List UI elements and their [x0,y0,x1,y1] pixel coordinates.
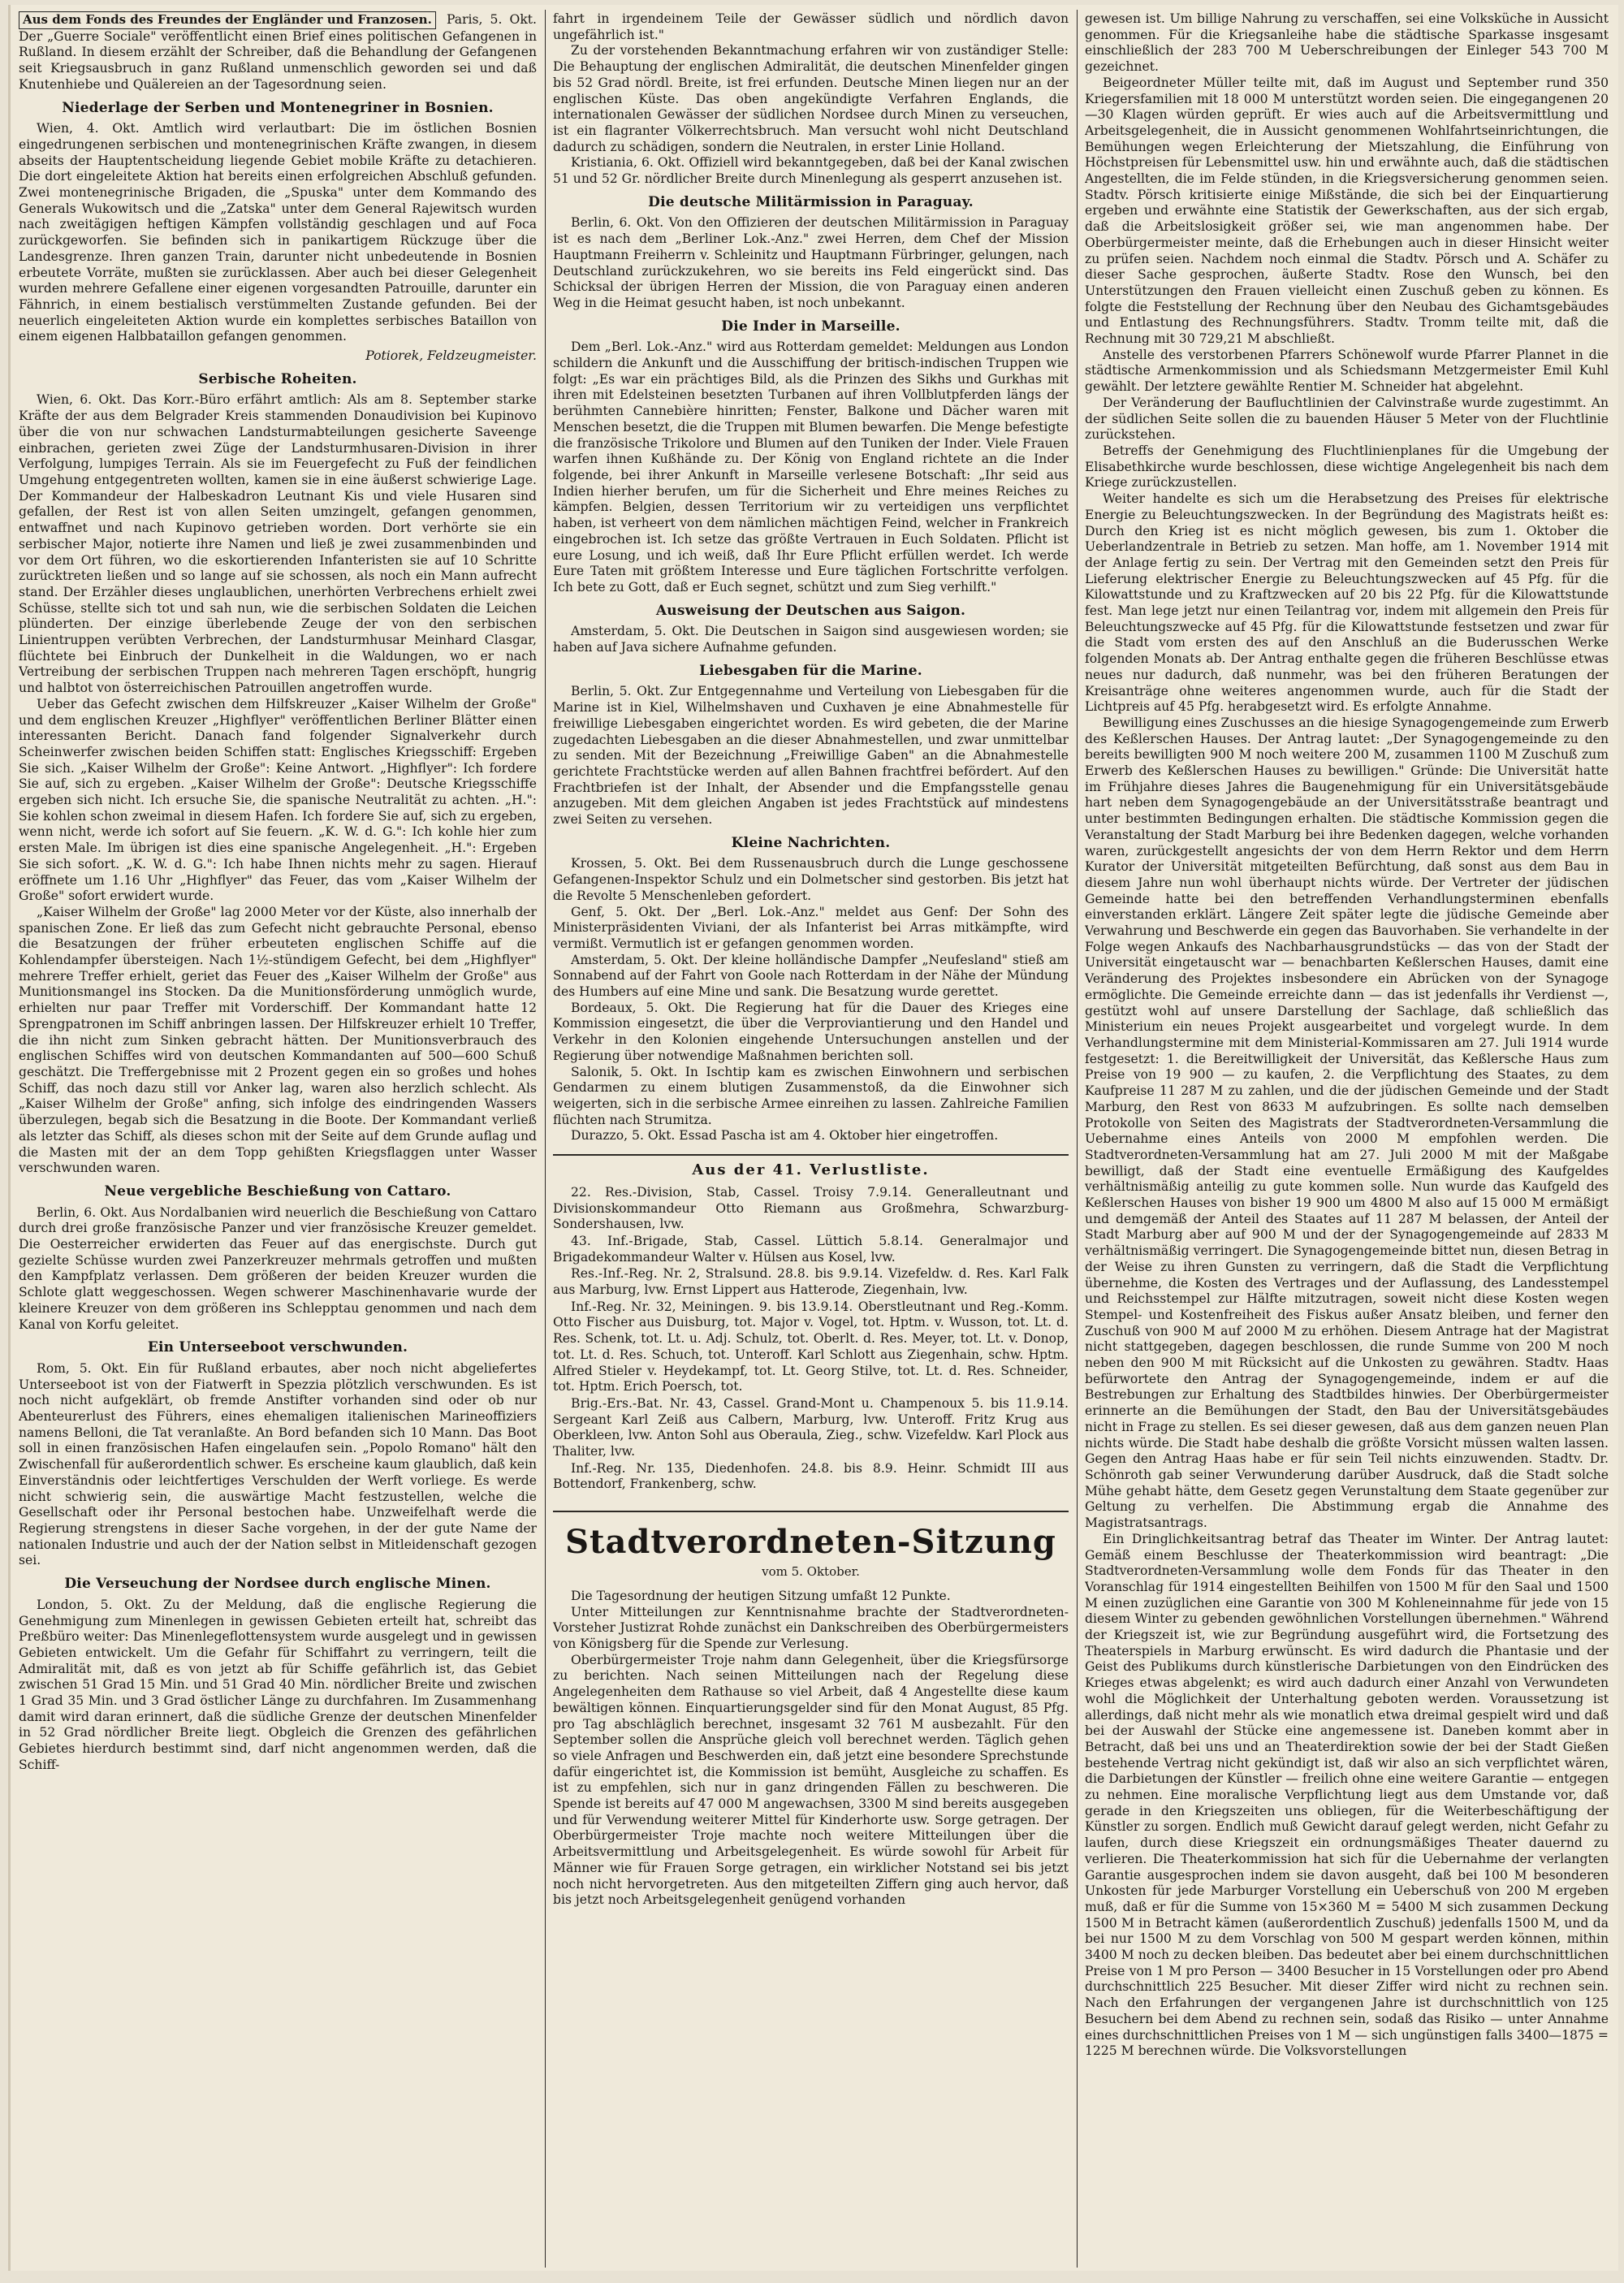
article-armenkommission: Anstelle des verstorbenen Pfarrers Schönewolf wurde Pfarrer Plannet in die städtische Armenkommission und als Schiedsmann Metzgermeister Emil Kuhl gewählt. Der letztere gewählte Rentier M. Schneider hat abgelehnt. [1085,347,1609,395]
headline-saigon: Ausweisung der Deutschen aus Saigon. [655,602,966,619]
article-wien-2: Wien, 6. Okt. Das Korr.-Büro erfährt amtlich: Als am 8. September starke Kräfte der aus dem Belgrader Kreis stammenden Donaudivision bei Kupinovo über die von nur schwachen Landsturmabteilungen gesicherte Saveenge einbrachen, gerieten zwei Züge der Landsturmhusaren-Division in ihrer Verfolgung, lumpiges Terrain. Als sie im Feuergefecht zu Fuß der feindlichen Umgehung entgegentreten wollten, kamen sie in eine äußerst schwierige Lage. Der Kommandeur der Halbeskadron Leutnant Kis und viele Husaren sind gefallen, der Rest ist von allen Seiten umzingelt, gefangen genommen, entwaffnet und nach Kupinovo getrieben worden. Dort verhörte sie ein serbischer Major, notierte ihre Namen und ließ je zwei zusammenbinden und vor dem Ort führen, wo die eskortierenden Infanteristen sie auf 10 Schritte zurücktreten ließen und so lange auf sie schossen, als noch ein Mann aufrecht stand. Der Erzähler dieses unglaublichen, unerhörten Verbrechens erhielt zwei Schüsse, stellte sich tot und sah nun, wie die serbischen Soldaten die Leichen plünderten. Der einzige überlebende Zeuge der von den serbischen Linientruppen verübten Verbrechen, der Landsturmhusar Meinhard Clasgar, flüchtete bei Einbruch der Dunkelheit in die Waldungen, wo er nach Vertreibung der serbischen Truppen nach mehreren Tagen erschöpft, hungrig und halbtot von österreichischen Patrouillen angetroffen wurde. [19,392,537,696]
article-salonik: Salonik, 5. Okt. In Ischtip kam es zwischen Einwohnern und serbischen Gendarmen zu einem blutigen Zusammenstoß, da die Einwohner sich weigerten, sich in die serbische Armee einreihen zu lassen. Zahlreiche Familien flüchten nach Strumitza. [553,1064,1069,1127]
signature-potiorek: Potiorek, Feldzeugmeister. [365,348,537,364]
article-inder: Dem „Berl. Lok.-Anz." wird aus Rotterdam gemeldet: Meldungen aus London schildern die Ankunft und die Ausschiffung der britisch-indischen Truppen wie folgt: „Es war ein prächtiges Bild, als die Prinzen des Sikhs und Gurkhas mit ihren mit Edelsteinen besetzten Turbanen auf ihren Vollblutpferden längs der berühmten Cannebière hinritten; Fenster, Balkone und Dächer waren mit Menschen besetzt, die die Truppen mit Blumen bewarfen. Die Menge befestigte die französische Trikolore und Blumen auf den Tuniken der Inder. Viele Frauen warfen ihnen Kußhände zu. Der König von England richtete an die Inder folgende, bei ihrer Ankunft in Marseille verlesene Botschaft: „Ihr seid aus Indien hierher berufen, um für die Sicherheit und Ehre meines Reiches zu kämpfen. Belgien, dessen Territorium wir zu verteidigen uns verpflichtet haben, ist verheert von dem nämlichen mächtigen Feind, welcher in Frankreich eingebrochen ist. Ich setze das größte Vertrauen in Euch Soldaten. Pflicht ist eure Losung, und ich weiß, daß Ihr Eure Pflicht erfüllen werdet. Ich werde Eure Taten mit größtem Interesse und Eure täglichen Fortschritte verfolgen. Ich bete zu Gott, daß er Euch segnet, schützt und zum Sieg verhilft." [553,339,1069,595]
column-divider [545,10,546,2268]
article-continued: fahrt in irgendeinem Teile der Gewässer südlich und nördlich davon ungefährlich ist." [553,11,1069,42]
article-liebesgaben: Berlin, 5. Okt. Zur Entgegennahme und Verteilung von Liebesgaben für die Marine ist in Kiel, Wilhelmshaven und Cuxhaven je eine Abnahmestelle für freiwillige Liebesgaben eingerichtet worden. Es wird gebeten, die der Marine zugedachten Liebesgaben an die dieser Abnahmestellen, und zwar unmittelbar zu senden. Mit der Bezeichnung „Freiwillige Gaben" an die Abnahmestelle gerichtete Frachtstücke werden auf allen Bahnen frachtfrei befördert. Auf den Frachtbriefen ist der Inhalt, der Absender und die Empfangsstelle genau anzugeben. Mit dem gleichen Angaben ist jedes Frachtstück auf mindestens zwei Seiten zu versehen. [553,684,1069,828]
article-amsterdam: Amsterdam, 5. Okt. Die Deutschen in Saigon sind ausgewiesen worden; sie haben auf Java sichere Aufnahme gefunden. [553,624,1069,655]
article-kristiania: Kristiania, 6. Okt. Offiziell wird bekanntgegeben, daß bei der Kanal zwischen 51 und 52 Gr. nördlicher Breite durch Minenlegung als gesperrt anzusehen ist. [553,155,1069,187]
verlustliste-entry: Inf.-Reg. Nr. 135, Diedenhofen. 24.8. bis 8.9. Heinr. Schmidt III aus Bottendorf, Frankenberg, schw. [553,1460,1069,1492]
article-sitzung-3: Oberbürgermeister Troje nahm dann Gelegenheit, über die Kriegsfürsorge zu berichten. Nach seinen Mitteilungen nach der Regelung diese Angelegenheiten dem Rathause so viel Arbeit, daß 4 Angestellte diese kaum bewältigen können. Einquartierungsgelder sind für den Monat August, 85 Pfg. pro Tag abschläglich berechnet, insgesamt 32 761 M ausbezahlt. Für den September sollen die Ansprüche gleich voll berechnet werden. Täglich gehen so viele Anfragen und Beschwerden ein, daß jetzt eine besondere Sprechstunde dafür eingerichtet ist, die Kommission ist bemüht, Ausgleiche zu schaffen. Es ist zu empfehlen, sich nur in ganz dringenden Fällen zu beschweren. Die Spende ist bereits auf 47 000 M angewachsen, 3300 M sind bereits ausgegeben und für Verwendung weiterer Mittel für Kinderhorte usw. Sorge getragen. Der Oberbürgermeister Troje machte noch weitere Mitteilungen über die Arbeitsvermittlung und Arbeitsgelegenheit. Es würde sowohl für Arbeit für Männer wie für Frauen Sorge getragen, ein wirklicher Notstand sei bis jetzt noch nicht hervorgetreten. Aus den mitgeteilten Ziffern ging auch hervor, daß bis jetzt noch Arbeitsgelegenheit genügend vorhanden [553,1652,1069,1908]
article-sitzung-2: Unter Mitteilungen zur Kenntnisnahme brachte der Stadtverordneten-Vorsteher Justizrat Rohde zunächst ein Dankschreiben des Oberbürgermeisters von Königsberg für die Spende zur Verlesung. [553,1604,1069,1651]
article-wien-1: Wien, 4. Okt. Amtlich wird verlautbart: Die im östlichen Bosnien eingedrungenen serbischen und montenegrinischen Kräfte zwangen, in diesem abseits der Hauptentscheidung liegende Gebiet mobile Kräfte zu detachieren. Die dort eingeleitete Aktion hat bereits einen erfolgreichen Abschluß gefunden. Zwei montenegrinische Brigaden, die „Spuska" unter dem Kommando des Generals Wukowitsch und die „Zatska" unter dem General Rajewitsch wurden nach zweitägigen heftigen Kämpfen vollständig geschlagen und auf Foca zurückgeworfen. Sie befinden sich in panikartigem Rückzuge über die Landesgrenze. Ihren ganzen Train, darunter nicht unbedeutende in Bosnien erbeutete Vorräte, mußten sie zurücklassen. Aber auch bei dieser Gelegenheit wurden mehrere Gefallene einer eigenen vorgesandten Patrouille, darunter ein Fähnrich, in einem bestialisch verstümmelten Zustande gefunden. Bei der neuerlich eingeleiteten Aktion wurde ein komplettes serbisches Bataillon von einem eigenen Halbbataillon gefangen genommen. [19,121,537,344]
headline-inder: Die Inder in Marseille. [721,318,901,335]
article-sitzung-1: Die Tagesordnung der heutigen Sitzung umfaßt 12 Punkte. [571,1588,951,1603]
article-berlin-cattaro: Berlin, 6. Okt. Aus Nordalbanien wird neuerlich die Beschießung von Cattaro durch drei große französische Panzer und vier französische Kreuzer gemeldet. Die Oesterreicher erwiderten das Feuer auf das energischste. Durch gut gezielte Schüsse wurden zwei Panzerkreuzer mehrmals getroffen und mußten den Kampfplatz verlassen. Dem größeren der beiden Kreuzer wurden die Schlote glatt weggeschossen. Wegen schwerer Maschinenhavarie wurde der kleinere Kreuzer von dem größeren ins Schlepptau genommen und nach dem Kanal von Korfu geleitet. [19,1204,537,1332]
headline-stadtverordneten: Stadtverordneten-Sitzung [553,1511,1069,1561]
headline-nordsee: Die Verseuchung der Nordsee durch englische Minen. [64,1576,491,1593]
headline-militaermission: Die deutsche Militärmission in Paraguay. [648,193,974,210]
article-london: London, 5. Okt. Zu der Meldung, daß die englische Regierung die Genehmigung zum Minenlegen in gewissen Gebieten erteilt hat, schreibt das Preßbüro weiter: Das Minenlegeflottensystem wurde ausgelegt und in gewissen Gebieten entwickelt. Um die Gefahr für Schiffahrt zu verringern, teilt die Admiralität mit, daß es von jetzt ab für Schiffe gefährlich ist, das Gebiet zwischen 51 Grad 15 Min. und 51 Grad 40 Min. nördlicher Breite und zwischen 1 Grad 35 Min. und 3 Grad östlicher Länge zu durchfahren. Im Zusammenhang damit wird daran erinnert, daß die südliche Grenze der deutschen Minenfelder in 52 Grad nördlicher Breite liegt. Obgleich die Grenzen des gefährlichen Gebietes hierdurch bestimmt sind, darf nicht angenommen werden, daß die Schiff- [19,1597,537,1772]
article-bekanntmachung: Zu der vorstehenden Bekanntmachung erfahren wir von zuständiger Stelle: Die Behauptung der englischen Admiralität, die deutschen Minenfelder gingen bis 52 Grad nördl. Breite, ist frei erfunden. Deutsche Minen liegen nur an der englischen Küste. Das oben angekündigte Verfahren Englands, die internationalen Gewässer der südlichen Nordsee durch Minen zu verseuchen, ist ein flagranter Völkerrechtsbruch. Man versucht wohl nicht Deutschland dadurch zu schädigen, sondern die Neutralen, in erster Linie Holland. [553,43,1069,154]
article-sitzung-cont: gewesen ist. Um billige Nahrung zu verschaffen, sei eine Volksküche in Aussicht genommen. Für die Kriegsanleihe habe die städtische Sparkasse insgesamt einschließlich der 283 700 M Ueberschreibungen der Einleger 543 700 M gezeichnet. [1085,11,1609,75]
article-kwdg: „Kaiser Wilhelm der Große" lag 2000 Meter vor der Küste, also innerhalb der spanischen Zone. Er ließ das zum Gefecht nicht gebrauchte Personal, ebenso die Besatzungen der früher erbeuteten englischen Schiffe auf die Kohlendampfer übersteigen. Nach 1½-stündigem Gefecht, bei dem „Highflyer" mehrere Treffer erhielt, geriet das Feuer des „Kaiser Wilhelm der Große" aus Munitionsmangel ins Stocken. Da die Munitionsförderung unmöglich wurde, erhielten nur paar Treffer mit Vorderschiff. Der Kommandant hatte 12 Sprengpatronen im Schiff anbringen lassen. Der Hilfskreuzer erhielt 10 Treffer, die ihn nicht zum Sinken gebracht hätten. Der Munitionsverbrauch des englischen Schiffes wird von deutschen Kommandanten auf 500—600 Schuß geschätzt. Die Treffergebnisse mit 2 Prozent gegen ein so großes und hohes Schiff, das noch dazu still vor Anker lag, waren also herzlich schlecht. Als „Kaiser Wilhelm der Große" anfing, sich infolge des eindringenden Wassers überzulegen, begab sich die Besatzung in die Boote. Der Kommandant verließ als letzter das Schiff, als dieses schon mit der Seite auf dem Grunde auflag und die Masten mit der an dem Topp gehißten Kriegsflaggen unter Wasser verschwunden waren. [19,904,537,1176]
headline-kleine: Kleine Nachrichten. [731,834,891,851]
headline-serbische: Serbische Roheiten. [198,370,357,387]
article-theater: Ein Dringlichkeitsantrag betraf das Theater im Winter. Der Antrag lautet: Gemäß einem Beschlusse der Theaterkommission wird beantragt: „Die Stadtverordneten-Versammlung wolle dem Fonds für das Theater in den Voranschlag für 1914 eingestellten Beihilfen von 1500 M für den Saal und 1500 M einen zuzüglichen eine Garantie von 300 M Kohleneinnahme für jede von 15 diesem Winter zu gebenden gewöhnlichen Vorstellungen übernehmen." Während der Kriegszeit ist, wie zur Begründung ausgeführt wird, die Fortsetzung des Theaterspiels in Marburg erwünscht. Es wird dadurch die Phantasie und der Geist des Publikums durch künstlerische Darbietungen von den Eindrücken des Krieges etwas abgelenkt; es wird auch dadurch einer Anzahl von Verwundeten wohl die Möglichkeit der Unterhaltung geboten werden. Voraussetzung ist allerdings, daß nicht mehr als wie monatlich etwa dreimal gespielt wird und daß bei der Auswahl der Stücke eine angemessene ist. Daneben kommt aber in Betracht, daß bei uns und an Theaterdirektion sowie der bei der Stadt Gießen bestehende Vertrag nicht gekündigt ist, daß wir also an sich verpflichtet wären, die Darbietungen der Künstler — freilich ohne eine weitere Garantie — entgegen zu nehmen. Eine moralische Verpflichtung liegt aus dem Umstande vor, daß gerade in den Kriegszeiten uns obliegen, für die Weiterbeschäftigung der Künstler zu sorgen. Endlich muß Gewicht darauf gelegt werden, nicht Gefahr zu laufen, durch diese Kriegszeit ein ordnungsmäßiges Theater dauernd zu verlieren. Die Theaterkommission hat sich für die Uebernahme der verlangten Garantie ausgesprochen indem sie davon ausgeht, daß bei 100 M besonderen Unkosten für jede Marburger Vorstellung ein Ueberschuß von 200 M ergeben muß, daß er für die Summe von 15×360 M = 5400 M sich zusammen Deckung 1500 M in Betracht kämen (außerordentlich Zuschuß) jedenfalls 1500 M, und da bei nur 1500 M zu dem Vorschlag von 500 M gespart werden können, mithin 3400 M noch zu decken bleiben. Das bedeutet aber bei einem durchschnittlichen Preise von 1 M pro Person — 3400 Besucher in 15 Vorstellungen oder pro Abend durchschnittlich 225 Besucher. Mit dieser Ziffer wird nicht zu rechnen sein. Nach den Erfahrungen der vergangenen Jahre ist durchschnittlich von 125 Besuchern bei dem Abend zu rechnen sein, sodaß das Risiko — unter Annahme eines durchschnittlichen Preises von 1 M — sich ungünstigen falls 3400—1875 = 1225 M berechnen würde. Die Volksvorstellungen [1085,1531,1609,2059]
article-durazzo: Durazzo, 5. Okt. Essad Pascha ist am 4. Oktober hier eingetroffen. [571,1128,999,1144]
article-bordeaux: Bordeaux, 5. Okt. Die Regierung hat für die Dauer des Krieges eine Kommission eingesetzt, die über die Verproviantierung und den Handel und Verkehr in den Kolonien eingehende Untersuchungen anstellen und der Regierung über notwendige Maßnahmen berichten soll. [553,1000,1069,1063]
verlustliste-entry: Inf.-Reg. Nr. 32, Meiningen. 9. bis 13.9.14. Oberstleutnant und Reg.-Komm. Otto Fischer aus Duisburg, tot. Major v. Vogel, tot. Hptm. v. Wusson, tot. Lt. d. Res. Schenk, tot. Lt. u. Adj. Schulz, tot. Oberlt. d. Res. Meyer, tot. Lt. v. Donop, tot. Lt. d. Res. Schuch, tot. Unteroff. Karl Schlott aus Ziegenhain, schw. Hptm. Alfred Stieler v. Heydekampf, tot. Lt. Georg Stilve, tot. Lt. d. Res. Schneider, tot. Hptm. Erich Poersch, tot. [553,1299,1069,1394]
headline-unterseeboot: Ein Unterseeboot verschwunden. [147,1339,408,1356]
headline-verlustliste: Aus der 41. Verlustliste. [553,1154,1069,1178]
article-berlin-paraguay: Berlin, 6. Okt. Von den Offizieren der deutschen Militärmission in Paraguay ist es nach dem „Berliner Lok.-Anz." zwei Herren, dem Chef der Mission Hauptmann Freiherrn v. Schleinitz und Hauptmann Fürbringer, gelungen, nach Deutschland zurückzukehren, wo sie bereits ins Feld eingerückt sind. Das Schicksal der übrigen Herren der Mission, die von Paraguay einen anderen Weg in die Heimat gesucht haben, ist noch unbekannt. [553,215,1069,310]
headline-niederlage: Niederlage der Serben und Montenegriner in Bosnien. [62,99,494,116]
article-krossen: Krossen, 5. Okt. Bei dem Russenausbruch durch die Lunge geschossene Gefangenen-Inspektor Schulz und ein Dolmetscher sind gestorben. Bis jetzt hat die Revolte 5 Menschenleben gefordert. [553,856,1069,903]
verlustliste-entry: Res.-Inf.-Reg. Nr. 2, Stralsund. 28.8. bis 9.9.14. Vizefeldw. d. Res. Karl Falk aus Marburg, lvw. Ernst Lippert aus Hatterode, Ziegenhain, lvw. [553,1266,1069,1298]
article-rom: Rom, 5. Okt. Ein für Rußland erbautes, aber noch nicht abgeliefertes Unterseeboot ist von der Fiatwerft in Spezzia plötzlich verschwunden. Es ist noch nicht aufgeklärt, ob fremde Anstifter vorhanden sind oder ob nur Abenteurerlust des Führers, eines ehemaligen italienischen Marineoffiziers namens Belloni, die Tat veranlaßte. An Bord befanden sich 10 Mann. Das Boot soll in einen französischen Hafen eingelaufen sein. „Popolo Romano" hält den Zwischenfall für außerordentlich schwer. Es erscheine kaum glaublich, daß kein Einverständnis oder leichtfertiges Verschulden der Werft vorliege. Es werde nicht schwierig sein, die auswärtige Macht festzustellen, welche die Gesellschaft oder ihr Personal bestochen habe. Unzweifelhaft werde die Regierung strengstens in dieser Sache vorgehen, in der der gute Name der nationalen Industrie und auch der der Nation selbst in Mitleidenschaft gezogen sei. [19,1360,537,1568]
article-genf: Genf, 5. Okt. Der „Berl. Lok.-Anz." meldet aus Genf: Der Sohn des Ministerpräsidenten Viviani, der als Infanterist bei Arras mitkämpfte, wird vermißt. Vermutlich ist er gefangen genommen worden. [553,904,1069,951]
section-head-box: Aus dem Fonds des Freundes der Engländer und Franzosen. [19,11,436,29]
article-elisabethkirche: Betreffs der Genehmigung des Fluchtlinienplanes für die Umgebung der Elisabethkirche wurde beschlossen, diese wichtige Angelegenheit bis nach dem Kriege zurückzustellen. [1085,443,1609,491]
article-paris: Aus dem Fonds des Freundes der Engländer und Franzosen. Paris, 5. Okt. Der „Guerre Sociale" veröffentlicht einen Brief eines politischen Gefangenen in Rußland. In diesem erzählt der Schreiber, daß die Behandlung der Gefangenen seit Kriegsausbruch in ganz Rußland unmenschlich geworden sei und daß Knutenhiebe und Quälereien an der Tagesordnung seien. [19,12,537,92]
column-1 [19,11,537,2266]
article-calvinstrasse: Der Veränderung der Baufluchtlinien der Calvinstraße wurde zugestimmt. An der südlichen Seite sollen die zu bauenden Häuser 5 Meter von der Fluchtlinie zurückstehen. [1085,395,1609,443]
column-2 [553,11,1069,2266]
verlustliste-entry: 43. Inf.-Brigade, Stab, Cassel. Lüttich 5.8.14. Generalmajor und Brigadekommandeur Walter v. Hülsen aus Kosel, lvw. [553,1233,1069,1265]
column-3 [1085,11,1609,2266]
article-synagoge: Bewilligung eines Zuschusses an die hiesige Synagogengemeinde zum Erwerb des Keßlerschen Hauses. Der Antrag lautet: „Der Synagogengemeinde zu den bereits bewilligten 900 M noch weitere 200 M, zusammen 1100 M Zuschuß zum Erwerb des Keßlerschen Hauses zu bewilligen." Gründe: Die Universität hatte im Frühjahre dieses Jahres die Baugenehmigung für ein Universitätsgebäude hart neben dem Synagogengebäude an der Universitätsstraße beantragt und unter bestimmten Bedingungen erhalten. Die städtische Kommission gegen die Veranstaltung der Stadt Marburg bei ihre Bedenken dagegen, welche vorhanden waren, zurückgestellt angesichts der von dem Herrn Rektor und dem Herrn Kurator der Universität mitgeteilten Befürchtung, daß sonst aus dem Bau in diesem Jahre nun wohl überhaupt nichts würde. Der Vertreter der jüdischen Gemeinde hatte bei den betreffenden Verhandlungsterminen ebenfalls einverstanden erklärt. Längere Zeit später legte die jüdische Gemeinde aber Verwahrung und Beschwerde ein gegen das Bauvorhaben. Sie verhandelte in der Folge wegen Ankaufs des Nachbarhausgrundstücks — das von der Stadt der Universität eingetauscht war — benachbarten Keßlerschen Hauses, damit eine Veränderung des Projektes insbesondere ein Abrücken von der Synagoge ermöglichte. Die Gemeinde erreichte dann — das ist jedenfalls ihr Verdienst —, gestützt wohl auf unsere Darstellung der Sachlage, daß schließlich das Ministerium ein neues Projekt ausgearbeitet und vorgelegt wurde. In dem Verhandlungstermine mit dem Ministerial-Kommissaren am 27. Juli 1914 wurde festgesetzt: 1. die Bereitwilligkeit der Universität, das Keßlersche Haus zum Preise von 19 900 — zu kaufen, 2. die Verpflichtung des Staates, zu dem Kaufpreise 11 287 M zu zahlen, und die der jüdischen Gemeinde und der Stadt Marburg, den Rest von 8633 M aufzubringen. Es sollte nach demselben Protokolle von Seiten des Magistrats der Stadtverordneten-Versammlung die Uebernahme eines Anteils von 2000 M empfohlen werden. Die Stadtverordneten-Versammlung hat am 27. Juli 2000 M mit der Maßgabe bewilligt, daß der Stadt eine eventuelle Ermäßigung des Kaufgeldes verhältnismäßig anteilig zu gute kommen solle. Nun wurde das Kaufgeld des Keßlerschen Hauses von bisher 19 900 um 4800 M also auf 15 000 M ermäßigt und demgemäß der Anteil des Staates auf 11 287 M belassen, der Anteil der Stadt Marburg aber auf 900 M und der der Synagogengemeinde auf 2833 M verhältnismäßig verringert. Die Synagogengemeinde bittet nun, diesen Betrag in der Weise zu ihren Gunsten zu verringern, daß die Stadt die Verpflichtung übernehme, die Kosten des Vertrages und der Auflassung, des Landesstempel und Reichsstempel zur Hälfte mitzutragen, soweit nicht diese Kosten wegen Stempel- und Kostenfreiheit des Fiskus außer Ansatz bleiben, und ferner den Zuschuß von 900 M auf 2000 M zu erhöhen. Diesem Antrage hat der Magistrat nicht stattgegeben, dagegen beschlossen, die runde Summe von 200 M noch neben den 900 M mit Rücksicht auf die Unkosten zu gewähren. Stadtv. Haas befürwortete den Antrag der Synagogengemeinde, indem er auf die Bestrebungen zur Erhaltung des Stadtbildes hinwies. Der Oberbürgermeister erinnerte an die Bemühungen der Stadt, den Bau der Universitätsgebäudes nicht in Frage zu stellen. Es sei dieser gewesen, daß aus dem ganzen neuen Plan nichts würde. Die Stadt habe deshalb die größte Vorsicht müssen walten lassen. Gegen den Antrag Haas habe er für sein Teil nichts einzuwenden. Stadtv. Dr. Schönroth gab seiner Verwunderung darüber Ausdruck, daß die Stadt solche Mühe gehabt hätte, dem Gesetz gegen Verunstaltung dem Staate gegenüber zur Geltung zu verhelfen. Die Abstimmung ergab die Annahme des Magistratsantrags. [1085,715,1609,1531]
headline-liebesgaben: Liebesgaben für die Marine. [699,662,922,679]
column-divider [1077,10,1078,2268]
verlustliste-entry: 22. Res.-Division, Stab, Cassel. Troisy 7.9.14. Generalleutnant und Divisionskommandeur Otto Riemann aus Großmehra, Schwarzburg-Sondershausen, lvw. [553,1184,1069,1232]
newspaper-page [8,5,1618,2271]
subheadline-date: vom 5. Oktober. [762,1564,860,1580]
article-gefecht: Ueber das Gefecht zwischen dem Hilfskreuzer „Kaiser Wilhelm der Große" und dem englischen Kreuzer „Highflyer" veröffentlichen Berliner Blätter einen interessanten Bericht. Danach fand folgender Signalverkehr durch Scheinwerfer zwischen beiden Schiffen statt: Englisches Kriegsschiff: Ergeben Sie sich. „Kaiser Wilhelm der Große": Keine Antwort. „Highflyer": Ich fordere Sie auf, sich zu ergeben. „Kaiser Wilhelm der Große": Deutsche Kriegsschiffe ergeben sich nicht. Ich ersuche Sie, die spanische Neutralität zu achten. „H.": Sie kohlen schon zweimal in diesem Hafen. Ich fordere Sie auf, sich zu ergeben, wenn nicht, werde ich sofort auf Sie feuern. „K. W. d. G.": Ich kohle hier zum ersten Male. Im übrigen ist dies eine spanische Angelegenheit. „H.": Ergeben Sie sich sofort. „K. W. d. G.": Ich habe Ihnen nichts mehr zu sagen. Hierauf eröffnete um 1.16 Uhr „Highflyer" das Feuer, das vom „Kaiser Wilhelm der Große" sofort erwidert wurde. [19,696,537,904]
headline-cattaro: Neue vergebliche Beschießung von Cattaro. [104,1183,451,1200]
verlustliste-entry: Brig.-Ers.-Bat. Nr. 43, Cassel. Grand-Mont u. Champenoux 5. bis 11.9.14. Sergeant Karl Zeiß aus Calbern, Marburg, lvw. Unteroff. Fritz Krug aus Oberkleen, lvw. Anton Sohl aus Oberaula, Zieg., schw. Vizefeldw. Karl Plock aus Thaliter, lvw. [553,1395,1069,1459]
article-mueller: Beigeordneter Müller teilte mit, daß im August und September rund 350 Kriegersfamilien mit 18 000 M unterstützt worden seien. Die eingegangenen 20—30 Klagen würden geprüft. Er wies auch auf die Arbeitsvermittlung und Arbeitsgelegenheit, die in Aussicht genommenen Wohlfahrtseinrichtungen, die Bemühungen wegen Erleichterung der Mietszahlung, die Einführung von Höchstpreisen für Lebensmittel usw. hin und erwähnte auch, daß die städtischen Angestellten, die im Felde stünden, in die Kriegsversicherung genommen seien. Stadtv. Pörsch kritisierte einige Mißstände, die sich bei der Einquartierung ergeben und erwähnte eine Statistik der Gewerkschaften, aus der sich ergab, daß die Arbeitslosigkeit größer sei, wie man angenommen habe. Der Oberbürgermeister meinte, daß die Erhebungen auch in dieser Hinsicht weiter zu prüfen seien. Nachdem noch einmal die Stadtv. Pörsch und A. Schäfer zu dieser Sache gesprochen, äußerte Stadtv. Rose den Wunsch, bei den Unterstützungen den Frauen vielleicht einen Zuschuß geben zu können. Es folgte die Feststellung der Rechnung über den Neubau des Gichamtsgebäudes und Entlastung des Rechnungsführers. Stadtv. Tromm teilte mit, daß die Rechnung mit 30 729,21 M abschließt. [1085,75,1609,347]
article-amsterdam-2: Amsterdam, 5. Okt. Der kleine holländische Dampfer „Neufesland" stieß am Sonnabend auf der Fahrt von Goole nach Rotterdam in der Nähe der Mündung des Humbers auf eine Mine und sank. Die Besatzung wurde gerettet. [553,952,1069,1000]
verlustliste [553,1185,1069,1493]
article-energie: Weiter handelte es sich um die Herabsetzung des Preises für elektrische Energie zu Beleuchtungszwecken. In der Begründung des Magistrats heißt es: Durch den Krieg ist es nicht möglich gewesen, bis zum 1. Oktober die Ueberlandzentrale in Betrieb zu setzen. Man hoffe, am 1. November 1914 mit der Anlage fertig zu sein. Der Vertrag mit den Gemeinden setzt den Preis für Lieferung elektrischer Energie zu Beleuchtungszwecken auf 45 Pfg. für die Kilowattstunde und zu Kraftzwecken auf 20 bis 22 Pfg. für die Kilowattstunde fest. Man lege jetzt nur einen Teilantrag vor, indem mit allgemein den Preis für Beleuchtungszwecke auf 45 Pfg. für die Kilowattstunde festsetzen und zwar für die Stadt vom ersten des auf den Anschluß an die Buderusschen Werke folgenden Monats ab. Der Antrag enthalte gegen die früheren Beschlüsse etwas neues nur dadurch, daß nunmehr, was bei den früheren Beratungen der Kreisanträge ohne weiteres angenommen wurde, auch für die Stadt der Lichtpreis auf 45 Pfg. herabgesetzt wird. Es erfolgte Annahme. [1085,491,1609,715]
